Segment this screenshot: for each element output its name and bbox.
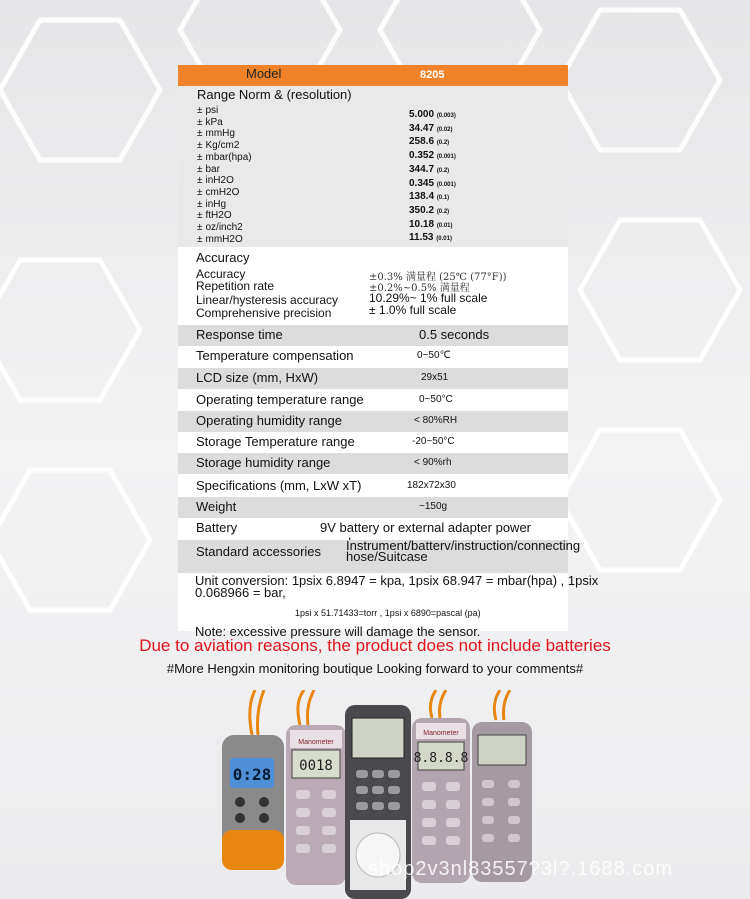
device-4-display: 8.8.8.8 [413,751,469,766]
unit-conversion-note: Unit conversion: 1psix 6.8947 = kpa, 1psix 68.947 = mbar(hpa) , 1psix 0.068966 = bar, [195,573,599,600]
unit-row: ± bar [197,163,220,175]
spec-row: Temperature compensation 0~50℃ [196,348,451,363]
range-value: 0.352 (0.001) [409,150,456,162]
spec-row: LCD size (mm, HxW) 29x51 [178,368,568,389]
model-value: 8205 [420,69,445,81]
accuracy-label: Linear/hysteresis accuracy [196,293,339,307]
spec-row: Specifications (mm, LxW xT) 182x72x30 [196,478,456,493]
accuracy-value: ± 1.0% full scale [369,303,457,317]
accuracy-value: 10.29%~ 1% full scale [369,291,488,305]
range-value: 34.47 (0.02) [409,122,453,134]
accuracy-labels [196,269,338,318]
unit-row: ± oz/inch2 [197,222,243,234]
conversion-small-note: 1psi x 51.71433=torr , 1psi x 6890=pascal (pa) [295,608,481,618]
accuracy-value: ±0.2%~0.5% 满量程 [369,283,470,294]
unit-row: ± ftH2O [197,210,232,222]
manometer-device-1 [222,735,284,870]
spec-row: Operating humidity range < 80%RH [178,411,568,432]
accuracy-values [369,272,507,316]
unit-list [197,105,252,245]
spec-row: Storage humidity range < 90%rh [178,453,568,474]
unit-row: ± psi [197,105,219,116]
device-1-display: 0:28 [232,765,272,784]
device-2-brand: Manometer [298,739,334,746]
battery-warning: Due to aviation reasons, the product does not include batteries [139,636,611,655]
range-title: Range Norm & (resolution) [197,87,352,102]
unit-row: ± mbar(hpa) [197,151,252,163]
accuracy-label: Comprehensive precision [196,306,332,320]
unit-row: ± mmHg [197,128,235,140]
spec-row: Storage Temperature range -20~50°C [196,434,455,449]
spec-row: Weight ~150g [178,497,568,518]
device-2-display: 0018 [299,758,333,774]
range-value: 138.4 (0.1) [409,191,450,203]
spec-row: Operating temperature range 0~50°C [196,392,453,407]
range-value: 258.6 (0.2) [409,136,450,148]
accuracy-title: Accuracy [196,250,250,265]
shop-watermark: shop2v3nl83557?3l?.1688.com [368,858,673,880]
spec-row: Response time 0.5 seconds [178,325,568,346]
unit-row: ± kPa [197,116,223,128]
range-value: 10.18 (0.01) [409,218,453,230]
unit-row: ± inHg [197,198,227,210]
notes [195,575,615,638]
range-value: 11.53 (0.01) [409,232,452,244]
shop-tagline: #More Hengxin monitoring boutique Looking forward to your comments# [166,661,584,676]
accuracy-value: ±0.3% 满量程 (25℃ (77°F)) [369,272,507,283]
unit-row: ± Kg/cm2 [197,140,240,152]
sensor-note: Note: excessive pressure will damage the sensor. [195,624,481,639]
spec-row: Battery 9V battery or external adapter power [196,520,532,535]
range-value: 5.000 (0.003) [409,109,456,120]
accuracy-section [178,247,568,323]
range-value: 344.7 (0.2) [409,163,450,175]
accuracy-label: Repetition rate [196,279,275,293]
manometer-device-2 [286,725,346,885]
range-value: 350.2 (0.2) [409,204,450,216]
model-label: Model [246,66,282,81]
range-value: 0.345 (0.001) [409,177,456,189]
unit-row: ± inH2O [197,175,234,187]
device-4-brand: Manometer [423,730,459,737]
spec-row: Standard accessories Instrument/batterv/instruction/connecting hose/Suitcase [178,540,568,573]
spec-sheet [178,65,581,631]
unit-row: ± cmH2O [197,186,240,198]
unit-row: ± mmH2O [197,233,243,245]
accuracy-label: Accuracy [196,267,246,281]
model-header [178,65,568,86]
